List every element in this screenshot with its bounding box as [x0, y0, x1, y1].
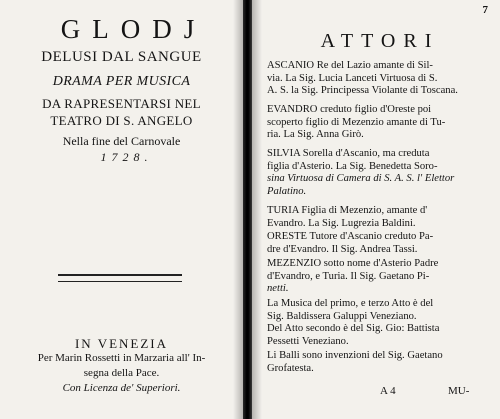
entry-line: Li Balli sono invenzioni del Sig. Gaetano	[267, 350, 443, 361]
right-page-cast-list	[252, 0, 500, 419]
cast-entry-evandro	[267, 104, 495, 142]
performance-line-2: TEATRO DI S. ANGELO	[50, 113, 193, 128]
entry-line: Del Atto secondo è del Sig. Gio: Battista	[267, 323, 440, 335]
entry-line: La Musica del primo, e terzo Atto è del	[267, 298, 434, 309]
imprint-line-2: segna della Pace.	[83, 367, 160, 379]
entry-line: Palatino.	[267, 185, 307, 197]
entry-line: A. S. la Sig. Principessa Violante di Toscana.	[267, 85, 458, 97]
season-line: Nella fine del Carnovale	[62, 134, 181, 148]
genre-line: DRAMA PER MUSICA	[52, 74, 191, 89]
book-gutter	[243, 0, 252, 419]
ornamental-rule-thin	[58, 281, 182, 282]
entry-line: MEZENZIO sotto nome d'Asterio Padre	[267, 258, 439, 269]
music-credit	[267, 298, 495, 348]
cast-entry-silvia	[267, 148, 495, 198]
signature-mark: A 4	[380, 385, 396, 397]
title-main: GLODJ	[60, 14, 207, 44]
entry-line: scoperto figlio di Mezenzio amante di Tu-	[267, 116, 446, 128]
entry-line: TURIA Figlia di Mezenzio, amante d'	[267, 205, 428, 216]
cast-entry-turia	[267, 205, 495, 230]
entry-line: Grofatesta.	[267, 362, 314, 374]
entry-line: via. La Sig. Lucia Lanceti Virtuosa di S.	[267, 72, 438, 84]
left-page-title-page	[0, 0, 243, 419]
entry-line: SILVIA Sorella d'Ascanio, ma creduta	[267, 148, 430, 159]
license-line: Con Licenza de' Superiori.	[62, 382, 181, 394]
entry-line: sina Virtuosa di Camera di S. A. S. l' Elettor	[267, 173, 455, 185]
ballet-credit	[267, 350, 495, 375]
entry-line: EVANDRO creduto figlio d'Oreste poi	[267, 104, 432, 115]
cast-entry-oreste	[267, 231, 495, 256]
title-subtitle: DELUSI DAL SANGUE	[41, 49, 202, 65]
page-edge-shadow	[233, 0, 243, 419]
entry-line: figlia d'Asterio. La Sig. Benedetta Soro-	[267, 160, 438, 172]
imprint-city: IN VENEZIA	[74, 336, 169, 351]
entry-line: dre d'Evandro. Il Sig. Andrea Tassi.	[267, 243, 418, 255]
imprint-line-1: Per Marin Rossetti in Marzaria all' In-	[37, 352, 206, 364]
cast-entry-mezenzio	[267, 258, 495, 296]
entry-line: netti.	[267, 283, 289, 295]
cast-heading: ATTORI	[320, 30, 440, 52]
entry-line: Pessetti Veneziano.	[267, 335, 349, 347]
entry-line: ria. La Sig. Anna Girò.	[267, 129, 364, 141]
entry-line: Sig. Baldissera Galuppi Veneziano.	[267, 310, 417, 322]
entry-line: Evandro. La Sig. Lugrezia Baldini.	[267, 217, 416, 229]
entry-line: d'Evandro, e Turia. Il Sig. Gaetano Pi-	[267, 270, 430, 282]
cast-entry-ascanio	[267, 60, 495, 98]
performance-line-1: DA RAPRESENTARSI NEL	[42, 96, 201, 111]
entry-line: ASCANIO Re del Lazio amante di Sil-	[267, 60, 433, 71]
entry-line: ORESTE Tutore d'Ascanio creduto Pa-	[267, 231, 434, 242]
catchword: MU-	[448, 385, 470, 397]
year-line: 1728.	[100, 150, 153, 164]
ornamental-rule-thick	[58, 274, 182, 276]
page-edge-shadow	[252, 0, 262, 419]
page-number: 7	[482, 4, 488, 16]
